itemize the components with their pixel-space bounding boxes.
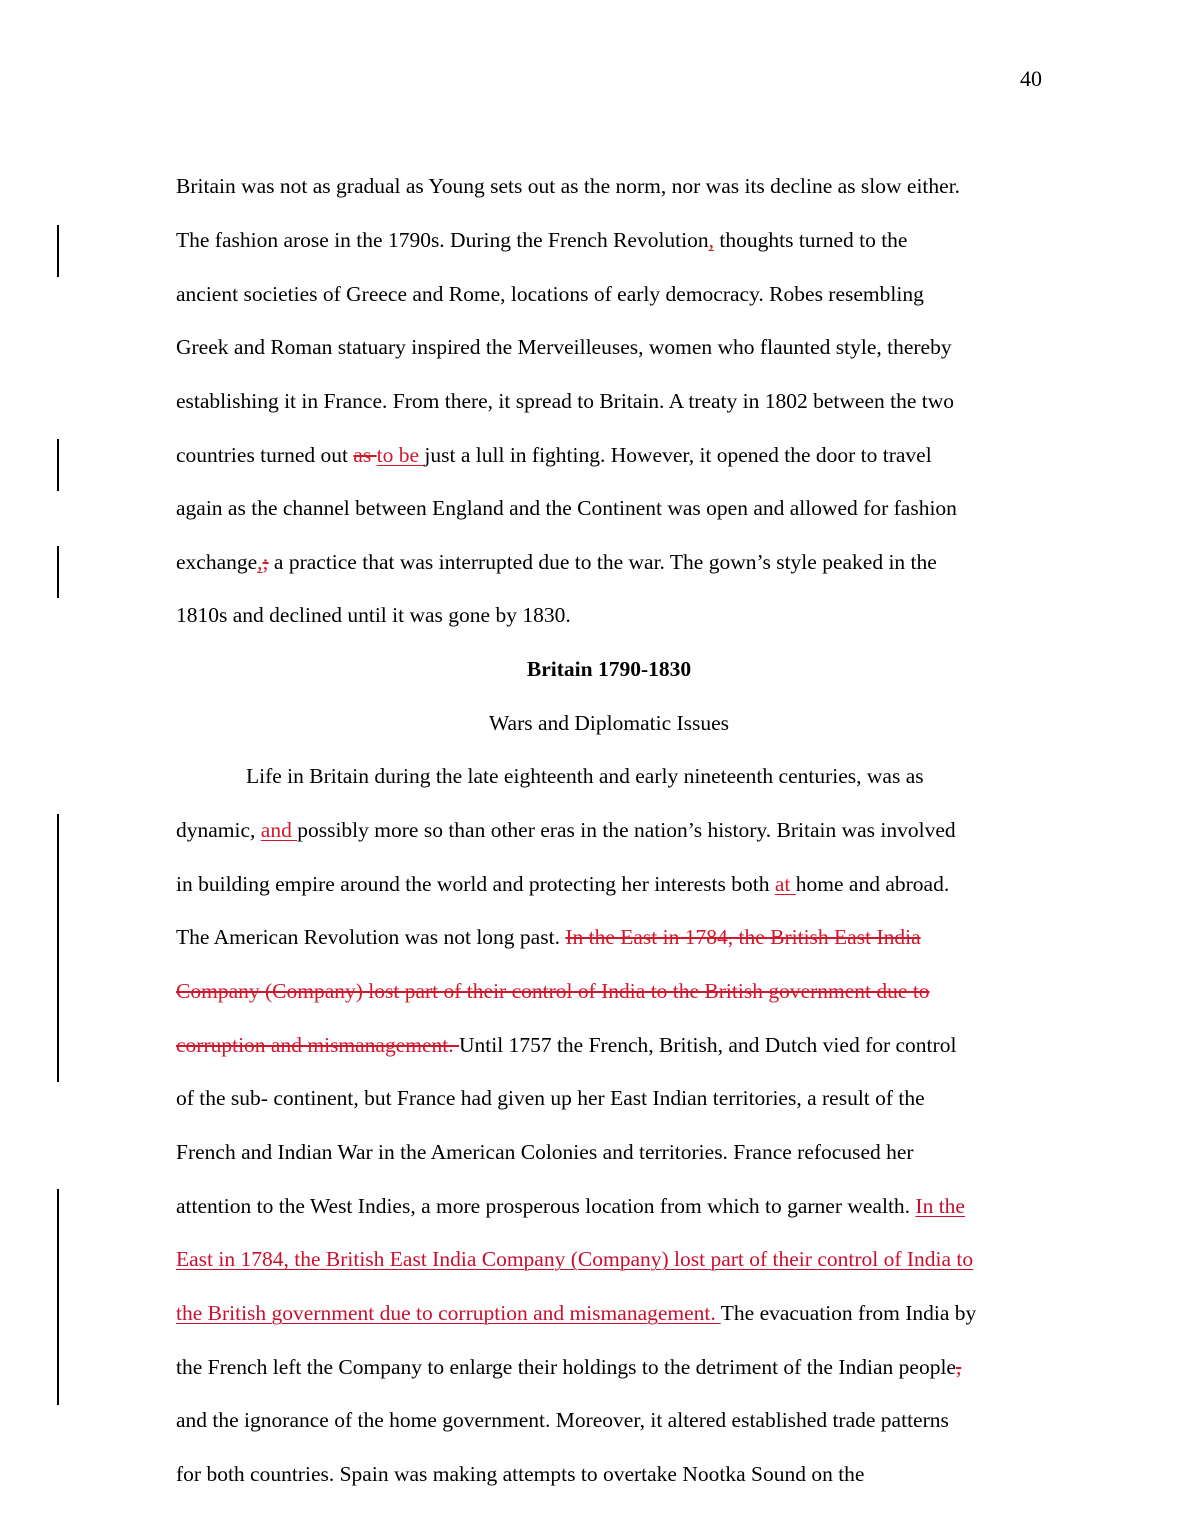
tracked-insertion: East in 1784, the British East India Company (Company) lost part of their control of India to	[176, 1247, 974, 1271]
text-line: the French left the Company to enlarge their holdings to the detriment of the Indian people,	[176, 1355, 962, 1379]
text-line: dynamic, and possibly more so than other eras in the nation’s history. Britain was involved	[176, 818, 956, 842]
tracked-insertion: to be	[376, 443, 425, 467]
text-line: Life in Britain during the late eighteenth and early nineteenth centuries, was as	[246, 764, 924, 788]
tracked-deletion: ,	[955, 1355, 962, 1379]
text-line: and the ignorance of the home government. Moreover, it altered established trade patterns	[176, 1408, 949, 1432]
tracked-insertion: ,	[257, 550, 263, 574]
text-line: corruption and mismanagement. Until 1757 the French, British, and Dutch vied for control	[176, 1033, 957, 1057]
section-subheading: Wars and Diplomatic Issues	[488, 711, 730, 735]
text-line: in building empire around the world and protecting her interests both at home and abroad.	[176, 872, 950, 896]
text-line: French and Indian War in the American Colonies and territories. France refocused her	[176, 1140, 914, 1164]
tracked-insertion: ,	[708, 228, 714, 252]
text-line: attention to the West Indies, a more prosperous location from which to garner wealth. In the	[176, 1194, 965, 1218]
tracked-insertion: at	[774, 872, 796, 896]
tracked-deletion: ;	[262, 550, 269, 574]
change-bar	[57, 814, 59, 1082]
text-line: the British government due to corruption and mismanagement. The evacuation from India by	[176, 1301, 977, 1325]
text-line: countries turned out as to be just a lull in fighting. However, it opened the door to travel	[176, 443, 932, 467]
text-line: The American Revolution was not long past. In the East in 1784, the British East India	[176, 925, 921, 949]
change-bar	[57, 1189, 59, 1405]
tracked-deletion: as	[353, 443, 377, 467]
text-line: 1810s and declined until it was gone by 1830.	[176, 603, 571, 627]
tracked-insertion: and	[260, 818, 298, 842]
text-line: Greek and Roman statuary inspired the Merveilleuses, women who flaunted style, thereby	[176, 335, 952, 359]
change-bar	[57, 439, 59, 491]
text-line: again as the channel between England and the Continent was open and allowed for fashion	[176, 496, 957, 520]
text-line: The fashion arose in the 1790s. During the French Revolution, thoughts turned to the	[176, 228, 908, 252]
text-line: exchange,; a practice that was interrupted due to the war. The gown’s style peaked in the	[176, 550, 937, 574]
change-bar	[57, 225, 59, 277]
tracked-deletion: In the East in 1784, the British East India	[565, 925, 921, 949]
tracked-insertion: In the	[915, 1194, 965, 1218]
page-number: 40	[1020, 66, 1042, 91]
tracked-deletion: Company (Company) lost part of their control of India to the British government due to	[176, 979, 930, 1003]
text-line: of the sub- continent, but France had given up her East Indian territories, a result of the	[176, 1086, 925, 1110]
text-line	[176, 1246, 973, 1272]
section-heading: Britain 1790-1830	[526, 657, 692, 681]
text-line: ancient societies of Greece and Rome, locations of early democracy. Robes resembling	[176, 282, 924, 306]
text-line: establishing it in France. From there, it spread to Britain. A treaty in 1802 between the two	[176, 389, 955, 413]
text-line: Britain was not as gradual as Young sets out as the norm, nor was its decline as slow either.	[176, 174, 961, 198]
change-bar	[57, 546, 59, 598]
text-line: for both countries. Spain was making attempts to overtake Nootka Sound on the	[176, 1462, 865, 1486]
text-line	[176, 978, 930, 1004]
tracked-deletion: corruption and mismanagement.	[176, 1033, 460, 1057]
tracked-insertion: the British government due to corruption and mismanagement.	[176, 1301, 721, 1325]
